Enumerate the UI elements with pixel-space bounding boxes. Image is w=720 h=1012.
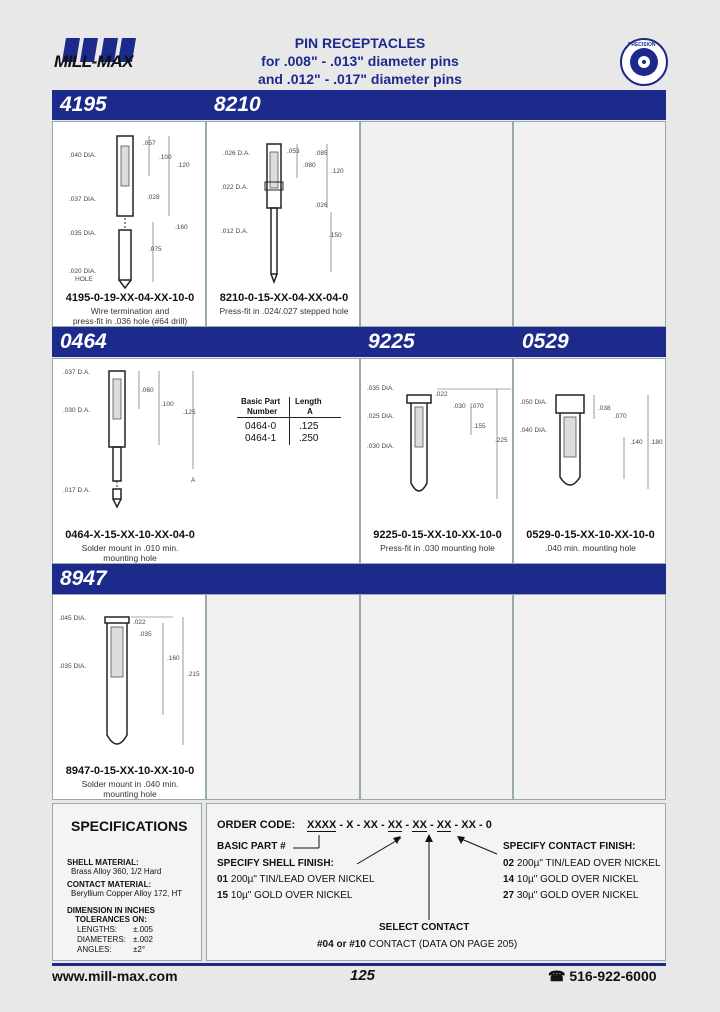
dim-8210-7: .012 D.A.: [221, 228, 249, 235]
select-contact-label: SELECT CONTACT: [379, 922, 470, 933]
panel-empty-r3-3: [360, 594, 513, 800]
dim-9225-3: .070: [471, 403, 484, 410]
contact-finish-2-text: 10µ" GOLD OVER NICKEL: [516, 874, 639, 885]
page-title: [230, 34, 490, 88]
label-8947: 8947: [60, 567, 107, 590]
dim-8210-4: .120: [331, 168, 344, 175]
shell-finish-label: SPECIFY SHELL FINISH:: [217, 858, 334, 869]
shell-material-label: SHELL MATERIAL:: [67, 858, 139, 867]
dimension-label: DIMENSION IN INCHES: [67, 906, 156, 915]
code-shell-finish: XX: [387, 819, 403, 831]
label-0464: 0464: [60, 330, 107, 353]
contact-material-value: Beryllium Copper Alloy 172, HT: [71, 889, 183, 898]
dim-0464-5: .017 D.A.: [63, 487, 91, 494]
contact-finish-1-code: 02: [503, 858, 515, 869]
dim-0529-1: .038: [598, 405, 611, 412]
table-header-number: Number: [247, 407, 278, 416]
desc-0529: .040 min. mounting hole: [545, 543, 636, 553]
dim-0529-5: .180: [650, 439, 663, 446]
order-code-label: ORDER CODE:: [217, 819, 296, 831]
desc-8947-line-1: Solder mount in .040 min.: [81, 779, 179, 789]
dim-9225-5: .155: [473, 423, 486, 430]
code-contact: XX: [412, 819, 427, 831]
dim-0464-1: .060: [141, 387, 154, 394]
table-header-part: Basic Part: [241, 397, 281, 406]
dim-0464-4: .125: [183, 409, 196, 416]
label-9225: 9225: [368, 330, 415, 353]
row3-band: [52, 564, 666, 594]
contact-finish-label: SPECIFY CONTACT FINISH:: [503, 841, 636, 852]
dim-9225-4: .025 DIA.: [367, 413, 395, 420]
contact-finish-3-code: 27: [503, 890, 515, 901]
shell-finish-1: [217, 874, 375, 885]
contact-material-label: CONTACT MATERIAL:: [67, 880, 152, 889]
code-xx-1: XX: [363, 819, 378, 831]
shell-finish-2-text: 10µ" GOLD OVER NICKEL: [230, 890, 353, 901]
table-header-length: Length: [295, 397, 322, 406]
dim-4195-1: .057: [143, 140, 156, 147]
code-sep-5: -: [430, 819, 434, 831]
dim-8947-1: .022: [133, 619, 146, 626]
page-number: 125: [350, 967, 376, 984]
desc-0464-line-2: mounting hole: [103, 553, 157, 563]
select-contact-text: [317, 939, 517, 950]
panel-empty-r3-2: [206, 594, 360, 800]
shell-finish-1-code: 01: [217, 874, 229, 885]
dim-0464-6: A: [191, 477, 196, 484]
code-sep-6: -: [454, 819, 459, 831]
dim-4195-0: .040 DIA.: [69, 152, 97, 159]
dim-4195-2: .100: [159, 154, 172, 161]
shell-material-value: Brass Alloy 360, 1/2 Hard: [71, 867, 162, 876]
table-row-1-part: 0464-0: [245, 421, 277, 432]
phone-number: 516-922-6000: [569, 968, 657, 984]
dim-9225-1: .022: [435, 391, 448, 398]
contact-finish-1-text: 200µ" TIN/LEAD OVER NICKEL: [516, 858, 661, 869]
label-0529: 0529: [522, 330, 569, 353]
dim-0529-0: .050 DIA.: [520, 399, 548, 406]
panel-0464: [52, 358, 360, 564]
tol-lengths-name: LENGTHS:: [77, 925, 118, 934]
part-number-8947: 8947-0-15-XX-10-XX-10-0: [65, 765, 195, 777]
tol-lengths-value: ±.005: [133, 925, 153, 934]
tolerance-label: TOLERANCES ON:: [75, 915, 147, 924]
mill-max-logo: [52, 36, 162, 76]
dim-0464-2: .100: [161, 401, 174, 408]
logo-text: MILL-MAX: [54, 52, 134, 71]
panel-8947: [52, 594, 206, 800]
title-line-2: for .008" - .013" diameter pins: [261, 53, 459, 69]
shell-finish-2-code: 15: [217, 890, 229, 901]
contact-finish-2: [503, 874, 638, 885]
contact-finish-1: [503, 858, 661, 869]
dim-4195-7: .160: [175, 224, 188, 231]
part-number-8210: 8210-0-15-XX-04-XX-04-0: [219, 292, 349, 304]
dim-8210-2: .085: [315, 150, 328, 157]
order-code-box: [206, 803, 666, 961]
dim-4195-9: .020 DIA.: [69, 268, 97, 275]
drawing-0529: [514, 359, 667, 529]
table-row-1-length: .125: [299, 421, 319, 432]
spec-title: SPECIFICATIONS: [71, 818, 188, 834]
panel-empty-r1-3: [360, 121, 513, 327]
desc-4195-line-1: Wire termination and: [90, 306, 170, 316]
specifications-box: [52, 803, 202, 961]
tol-diameters-name: DIAMETERS:: [77, 935, 126, 944]
dim-8947-0: .045 DIA.: [59, 615, 87, 622]
panel-empty-r1-4: [513, 121, 666, 327]
dim-9225-7: .030 DIA.: [367, 443, 395, 450]
row2-band: [52, 327, 666, 357]
desc-9225: Press-fit in .030 mounting hole: [380, 543, 495, 553]
row1-band: [52, 90, 666, 120]
shell-finish-1-text: 200µ" TIN/LEAD OVER NICKEL: [230, 874, 375, 885]
dim-8947-4: .160: [167, 655, 180, 662]
desc-8947: [53, 779, 207, 799]
dim-4195-8: .075: [149, 246, 162, 253]
desc-4195-line-2: press-fit in .036 hole (#64 drill): [72, 316, 188, 326]
code-sep-3: -: [381, 819, 385, 831]
drawing-0464: [53, 359, 213, 519]
code-xx-2: XX: [461, 819, 476, 831]
code-sep-4: -: [405, 819, 410, 831]
dim-9225-0: .035 DIA.: [367, 385, 395, 392]
label-4195: 4195: [60, 93, 107, 116]
dim-0529-4: .140: [630, 439, 643, 446]
part-number-9225: 9225-0-15-XX-10-XX-10-0: [373, 529, 502, 541]
dim-4195-10: HOLE: [75, 276, 93, 283]
dim-4195-3: .120: [177, 162, 190, 169]
basic-part-label: BASIC PART #: [217, 841, 286, 852]
dim-8210-3: .080: [303, 162, 316, 169]
precision-seal: [620, 38, 668, 86]
title-line-3: and .012" - .017" diameter pins: [258, 71, 462, 87]
dim-8210-1: .053: [287, 148, 300, 155]
label-8210: 8210: [214, 93, 261, 116]
table-header-a: A: [307, 407, 313, 416]
code-x: X: [346, 819, 354, 831]
dim-4195-4: .037 DIA.: [69, 196, 97, 203]
dim-4195-6: .035 DIA.: [69, 230, 97, 237]
panel-8210: [206, 121, 360, 327]
code-zero: 0: [485, 819, 492, 831]
contact-finish-2-code: 14: [503, 874, 515, 885]
code-sep-2: -: [356, 819, 361, 831]
tol-angles-name: ANGLES:: [77, 945, 112, 954]
table-divider: [289, 397, 290, 445]
panel-0529: [513, 358, 666, 564]
code-basic: XXXX: [307, 819, 337, 831]
dim-8210-8: .150: [329, 232, 342, 239]
dim-0464-0: .037 D.A.: [63, 369, 91, 376]
select-contact-note: CONTACT (DATA ON PAGE 205): [365, 939, 518, 950]
desc-8947-line-2: mounting hole: [103, 789, 157, 799]
code-sep-7: -: [478, 819, 483, 831]
drawing-8210: [207, 122, 361, 292]
shell-finish-2: [217, 890, 352, 901]
part-number-4195: 4195-0-19-XX-04-XX-10-0: [65, 292, 195, 304]
part-number-0464: 0464-X-15-XX-10-XX-04-0: [65, 529, 195, 541]
dim-0464-3: .030 D.A.: [63, 407, 91, 414]
panel-4195: [52, 121, 206, 327]
table-row-2-part: 0464-1: [245, 433, 277, 444]
dim-9225-2: .030: [453, 403, 466, 410]
dim-8210-0: .026 D.A.: [223, 150, 251, 157]
dim-0529-3: .040 DIA.: [520, 427, 548, 434]
dim-8947-5: .215: [187, 671, 200, 678]
tol-angles-value: ±2°: [133, 945, 146, 954]
dim-8210-5: .022 D.A.: [221, 184, 249, 191]
phone-icon: ☎: [548, 968, 566, 984]
panel-9225: [360, 358, 513, 564]
dim-8210-6: .026: [315, 202, 328, 209]
contact-finish-3: [503, 890, 638, 901]
table-row-2-length: .250: [299, 433, 319, 444]
dim-8947-2: .035: [139, 631, 152, 638]
dim-8947-3: .035 DIA.: [59, 663, 87, 670]
dim-0529-2: .070: [614, 413, 627, 420]
dim-9225-6: .225: [495, 437, 508, 444]
desc-0464: [53, 543, 207, 563]
desc-4195: [53, 306, 207, 326]
dim-4195-5: .028: [147, 194, 160, 201]
part-number-0529: 0529-0-15-XX-10-XX-10-0: [526, 529, 655, 541]
select-contact-options: #04 or #10: [317, 939, 366, 950]
footer-phone: [548, 968, 657, 985]
title-line-1: PIN RECEPTACLES: [294, 35, 426, 51]
tol-diameters-value: ±.002: [133, 935, 153, 944]
drawing-4195: [53, 122, 207, 292]
contact-finish-3-text: 30µ" GOLD OVER NICKEL: [516, 890, 639, 901]
code-contact-finish: XX: [436, 819, 452, 831]
code-sep-1: -: [339, 819, 344, 831]
desc-8210: Press-fit in .024/.027 stepped hole: [219, 306, 349, 316]
footer-url[interactable]: www.mill-max.com: [52, 968, 178, 984]
footer-rule: [52, 963, 666, 966]
panel-empty-r3-4: [513, 594, 666, 800]
desc-0464-line-1: Solder mount in .010 min.: [81, 543, 179, 553]
seal-text: PRECISION: [628, 42, 656, 48]
